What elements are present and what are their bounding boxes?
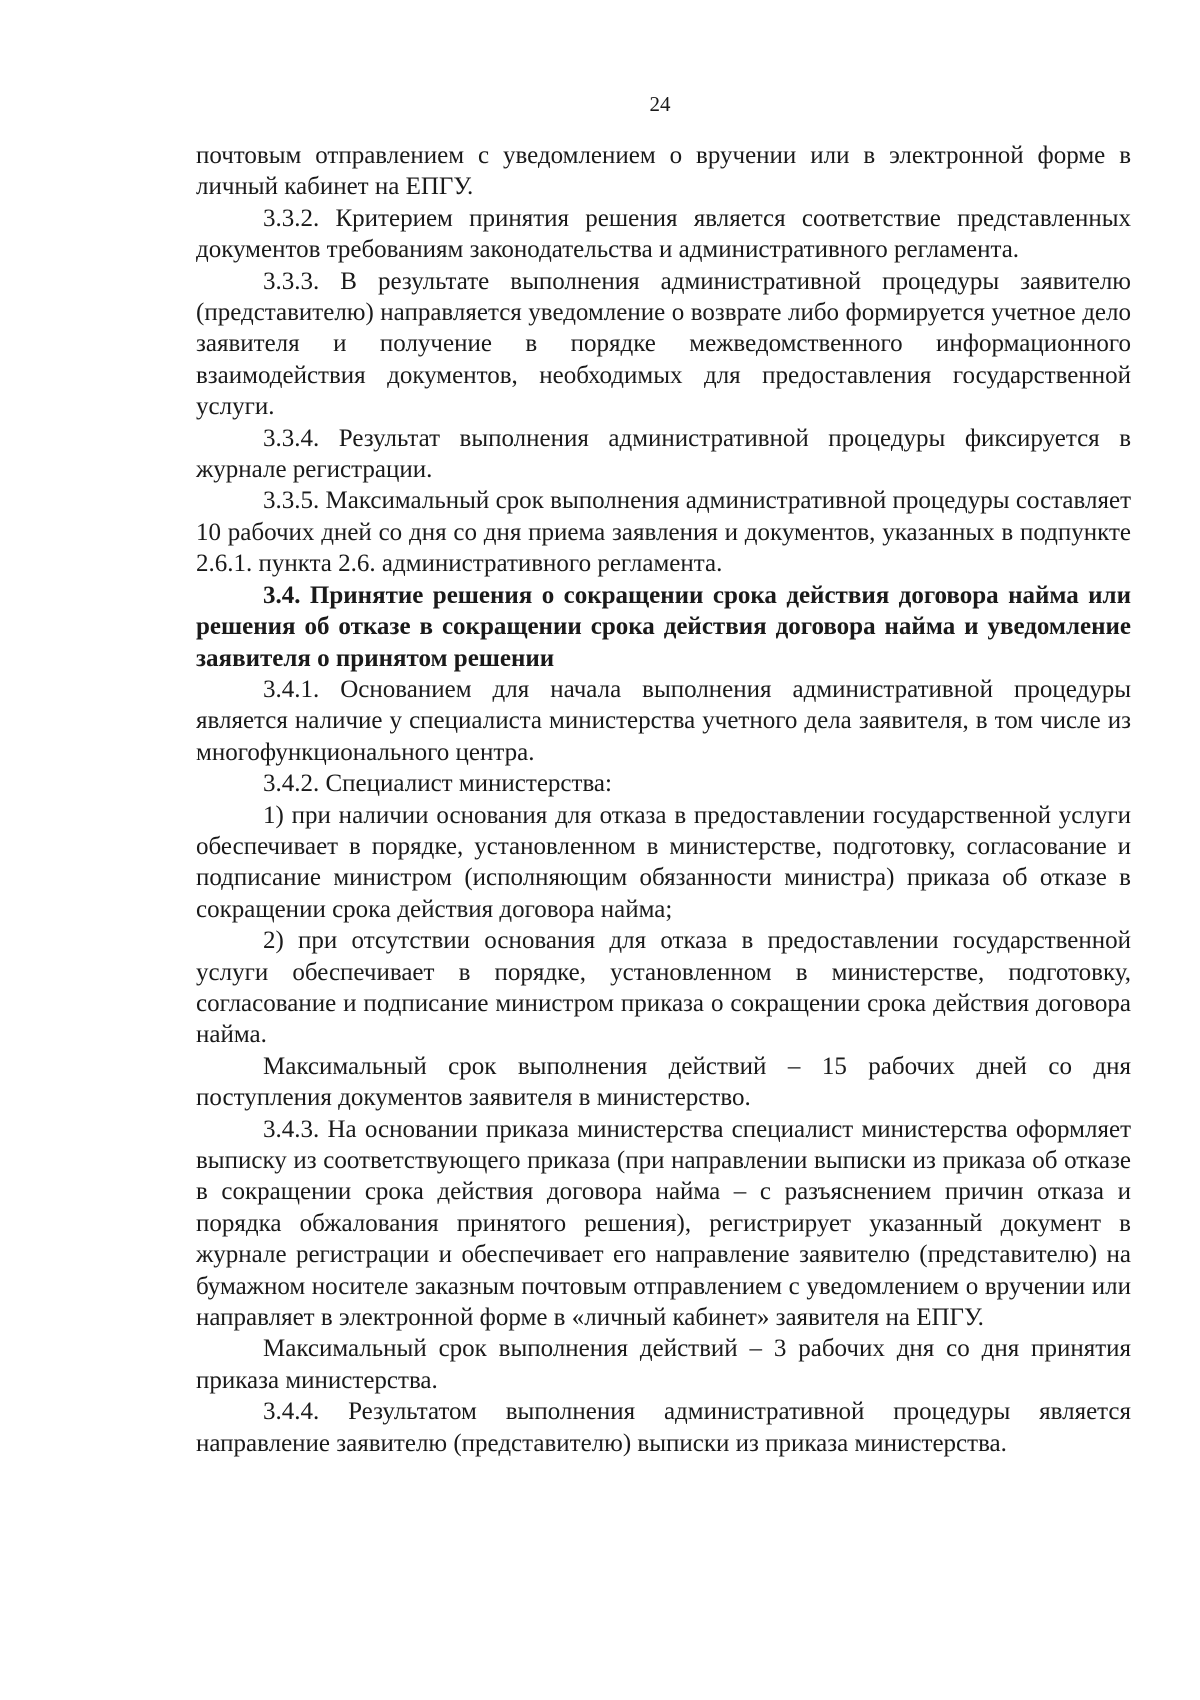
section-heading-3-4: 3.4. Принятие решения о сокращении срока действия договора найма или решения об отказе в сокращении срока действия договора найма и уведомление заявителя о принятом решении xyxy=(196,581,1131,672)
paragraph-3-4-3: 3.4.3. На основании приказа министерства специалист министерства оформляет выписку из соответствующего приказа (при направлении выписки из приказа об отказе в сокращении срока действия договора найма – с разъяснением причин отказа и порядка обжалования принятого решения), регистрирует указанный документ в журнале регистрации и обеспечивает его направление заявителю (представителю) на бумажном носителе заказным почтовым отправлением с уведомлением о вручении или направляет в электронной форме в «личный кабинет» заявителя на ЕПГУ. xyxy=(196,1115,1131,1332)
paragraph-3-4-1: 3.4.1. Основанием для начала выполнения административной процедуры является наличие у специалиста министерства учетного дела заявителя, в том числе из многофункционального центра. xyxy=(196,675,1131,766)
paragraph-3-3-3: 3.3.3. В результате выполнения административной процедуры заявителю (представителю) направляется уведомление о возврате либо формируется учетное дело заявителя и получение в порядке межведомственного информационного взаимодействия документов, необходимых для предоставления государственной услуги. xyxy=(196,267,1131,421)
paragraph-3-3-5: 3.3.5. Максимальный срок выполнения административной процедуры составляет 10 рабочих дней со дня со дня приема заявления и документов, указанных в подпункте 2.6.1. пункта 2.6. административного регламента. xyxy=(196,487,1131,578)
paragraph-3-3-2: 3.3.2. Критерием принятия решения является соответствие представленных документов требованиям законодательства и административного регламента. xyxy=(196,204,1131,264)
paragraph-3-4-2: 3.4.2. Специалист министерства: xyxy=(263,770,612,798)
document-body xyxy=(196,140,1131,1459)
paragraph-3-4-4: 3.4.4. Результатом выполнения административной процедуры является направление заявителю (представителю) выписки из приказа министерства. xyxy=(196,1398,1131,1457)
paragraph-continuation: почтовым отправлением с уведомлением о вручении или в электронной форме в личный кабинет на ЕПГУ. xyxy=(196,142,1131,201)
page-number: 24 xyxy=(649,92,671,116)
list-item-2: 2) при отсутствии основания для отказа в предоставлении государственной услуги обеспечивает в порядке, установленном в министерстве, подготовку, согласование и подписание министром приказа о сокращении срока действия договора найма. xyxy=(196,927,1131,1049)
paragraph-max-term-15: Максимальный срок выполнения действий – 15 рабочих дней со дня поступления документов заявителя в министерство. xyxy=(196,1052,1131,1112)
paragraph-3-3-4: 3.3.4. Результат выполнения административной процедуры фиксируется в журнале регистрации. xyxy=(196,424,1131,484)
paragraph-max-term-3: Максимальный срок выполнения действий – 3 рабочих дня со дня принятия приказа министерства. xyxy=(196,1335,1131,1394)
list-item-1: 1) при наличии основания для отказа в предоставлении государственной услуги обеспечивает в порядке, установленном в министерстве, подготовку, согласование и подписание министром (исполняющим обязанности министра) приказа об отказе в сокращении срока действия договора найма; xyxy=(196,801,1131,923)
